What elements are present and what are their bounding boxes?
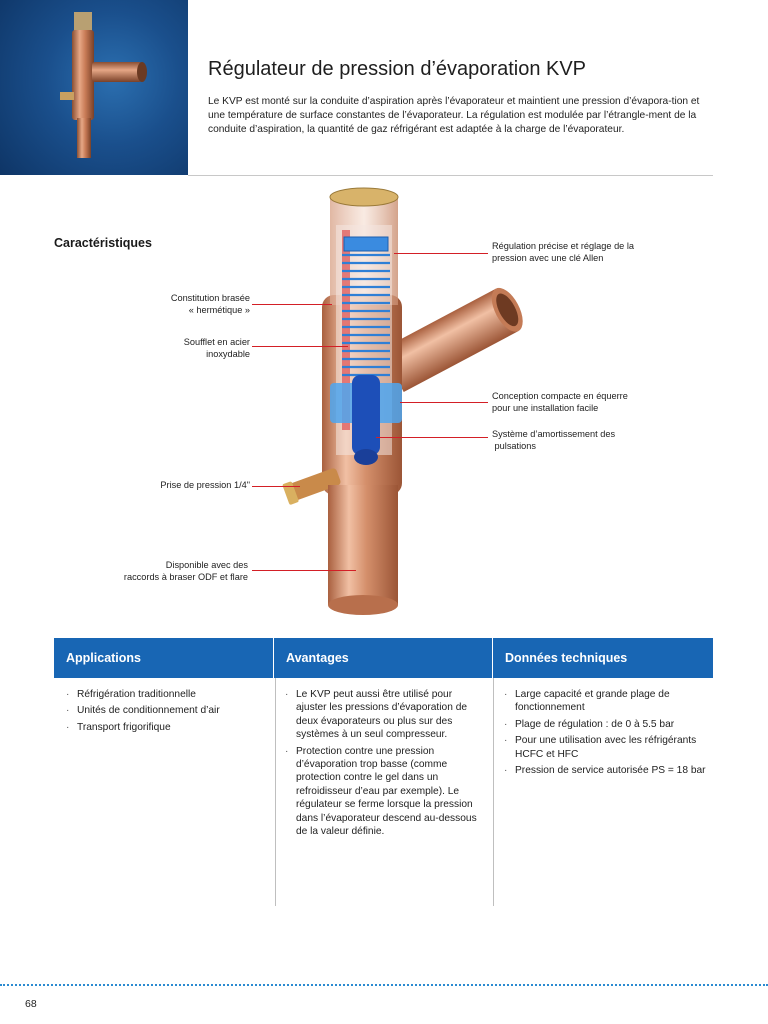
callout-stainless-bellows: Soufflet en acier inoxydable xyxy=(183,337,250,359)
callout-precise-regulation: Régulation précise et réglage de la pression avec une clé Allen xyxy=(492,241,634,263)
advantages-heading: Avantages xyxy=(274,638,492,678)
applications-heading: Applications xyxy=(54,638,273,678)
callout-compact-design: Conception compacte en équerre pour une installation facile xyxy=(492,391,628,413)
leader-line xyxy=(252,486,300,487)
page-title: Régulateur de pression d’évaporation KVP xyxy=(208,58,587,80)
list-item: · Le KVP peut aussi être utilisé pour ajuster les pressions d’évaporation de deux évaporateurs ou plus sur des systèmes à un seul compresseur. xyxy=(285,688,481,742)
list-item: · Protection contre une pression d’évaporation trop basse (comme protection contre le gel dans un refroidisseur d’eau par exemple). Le régulateur se ferme lorsque la pression dans l’évaporateur descend au-dessous de la valeur définie. xyxy=(285,745,481,839)
advantages-column xyxy=(285,678,481,906)
list-item: · Large capacité et grande plage de fonctionnement xyxy=(504,688,708,715)
callout-damping-system: Système d’amortissement des pulsations xyxy=(492,429,616,451)
list-item: · Transport frigorifique xyxy=(66,721,266,734)
leader-line xyxy=(252,304,332,305)
applications-column xyxy=(66,678,266,906)
intro-paragraph: Le KVP est monté sur la conduite d’aspiration après l’évaporateur et maintient une pression d’évapora-tion et une température de surface constantes de l’évaporateur. La régulation est modulée par l’étrangle-ment de la conduite d’aspiration, la quantité de gaz réfrigérant est adaptée à la charge de l’évaporateur. xyxy=(208,96,700,135)
header-divider xyxy=(188,175,713,176)
technical-data-heading: Données techniques xyxy=(493,638,713,678)
column-divider xyxy=(493,678,494,906)
leader-line xyxy=(252,346,348,347)
page-number: 68 xyxy=(25,998,37,1010)
footer-dotted-rule xyxy=(0,984,768,986)
valve-photo-illustration xyxy=(0,0,188,175)
features-title: Caractéristiques xyxy=(54,236,152,250)
technical-data-column xyxy=(504,678,708,906)
product-photo xyxy=(0,0,188,175)
list-item: · Réfrigération traditionnelle xyxy=(66,688,266,701)
list-item: · Unités de conditionnement d’air xyxy=(66,704,266,717)
leader-line xyxy=(394,253,488,254)
leader-line xyxy=(376,437,488,438)
callout-fittings: Disponible avec des raccords à braser ODF et flare xyxy=(123,560,248,582)
list-item: · Pour une utilisation avec les réfrigérants HCFC et HFC xyxy=(504,734,708,761)
leader-line xyxy=(400,402,488,403)
column-divider xyxy=(275,678,276,906)
callout-brazed-construction: Constitution brasée « hermétique » xyxy=(170,293,250,315)
leader-line xyxy=(252,570,356,571)
list-item: · Pression de service autorisée PS = 18 bar xyxy=(504,764,708,777)
callout-pressure-port: Prise de pression 1/4" xyxy=(160,480,250,490)
list-item: · Plage de régulation : de 0 à 5.5 bar xyxy=(504,718,708,731)
